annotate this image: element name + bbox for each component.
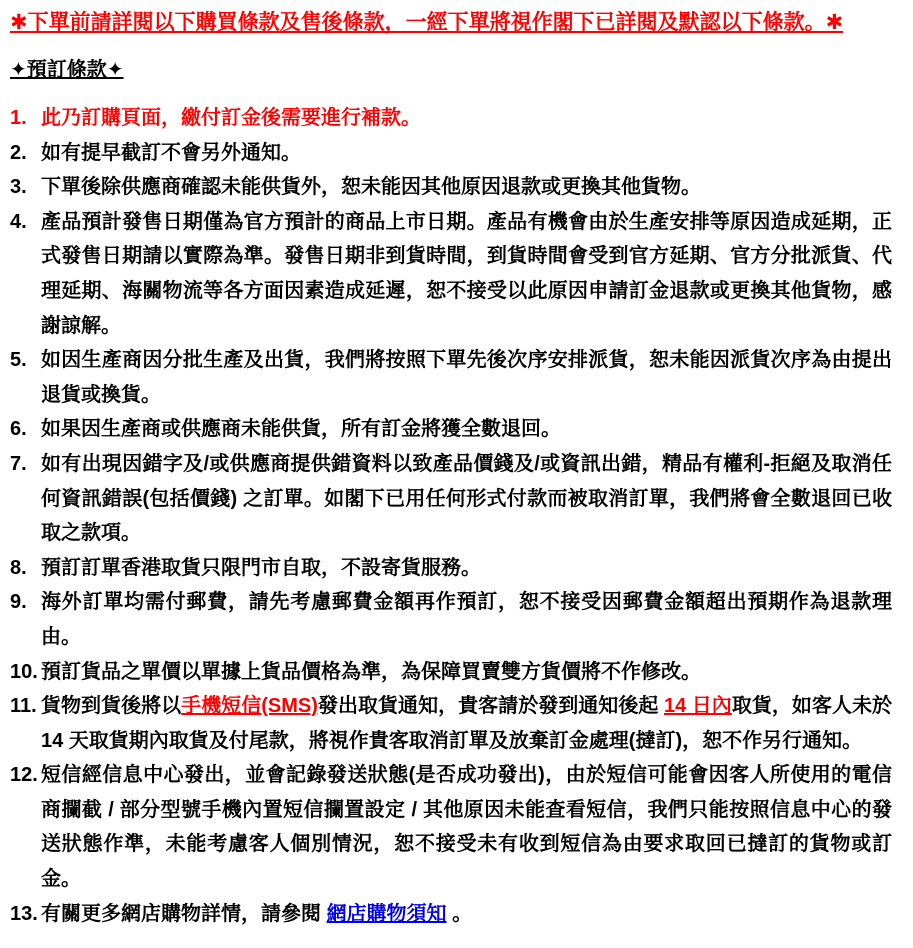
terms-item (10, 101, 892, 136)
terms-item (10, 343, 892, 412)
term-number: 9. (10, 591, 27, 614)
term-text (41, 758, 892, 896)
term-text-segment: 取貨，如客人未於 14 天取貨期內取貨及付尾款，將視作貴客取消訂單及放棄訂金處理(撻訂)，恕不作另行通知。 (41, 695, 892, 752)
terms-item (10, 897, 892, 932)
term-text-segment: 下單後除供應商確認未能供貨外，恕未能因其他原因退款或更換其他貨物。 (41, 176, 701, 199)
term-text (41, 170, 892, 205)
terms-list (10, 101, 892, 931)
term-text (41, 136, 892, 171)
term-text (41, 412, 892, 447)
term-number: 2. (10, 141, 27, 164)
term-text-segment: 如因生產商因分批生產及出貨，我們將按照下單先後次序安排派貨，恕未能因派貨次序為由提出退貨或換貨。 (41, 349, 892, 406)
term-number: 5. (10, 349, 27, 372)
terms-item (10, 758, 892, 896)
term-number: 6. (10, 418, 27, 441)
term-text-segment: 貨物到貨後將以 (41, 695, 182, 718)
shop-notice-link[interactable]: 網店購物須知 (326, 902, 447, 925)
term-text (41, 343, 892, 412)
term-number: 7. (10, 452, 27, 475)
term-text (41, 447, 892, 551)
term-text-segment: 有關更多網店購物詳情，請參閱 (41, 902, 327, 925)
term-text (41, 205, 892, 343)
term-text-segment: 預訂訂單香港取貨只限門市自取，不設寄貨服務。 (41, 556, 481, 579)
term-text-segment: 如有提早截訂不會另外通知。 (41, 141, 301, 164)
term-text-segment: 預訂貨品之單價以單據上貨品價格為準，為保障買賣雙方貨價將不作修改。 (41, 660, 701, 683)
terms-item (10, 447, 892, 551)
term-number: 8. (10, 556, 27, 579)
term-text (41, 897, 892, 932)
term-number: 1. (10, 107, 27, 129)
term-text-segment: 如有出現因錯字及/或供應商提供錯資料以致產品價錢及/或資訊出錯，精品有權利-拒絕及取消任何資訊錯誤(包括價錢) 之訂單。如閣下已用任何形式付款而被取消訂單，我們將會全數退回已收取之款項。 (41, 452, 892, 545)
term-number: 11. (10, 695, 37, 718)
term-text (41, 689, 892, 758)
term-text-segment: 手機短信(SMS) (181, 695, 318, 718)
terms-item (10, 585, 892, 654)
term-text (41, 655, 892, 690)
page-title: ✱下單前請詳閱以下購買條款及售後條款，一經下單將視作閣下已詳閱及默認以下條款。✱ (10, 11, 844, 34)
term-text-segment: 海外訂單均需付郵費，請先考慮郵費金額再作預訂，恕不接受因郵費金額超出預期作為退款理由。 (41, 591, 892, 648)
terms-item (10, 412, 892, 447)
term-number: 10. (10, 660, 38, 683)
section-heading: ✦預訂條款✦ (10, 59, 124, 81)
term-text-segment: 產品預計發售日期僅為官方預計的商品上市日期。產品有機會由於生產安排等原因造成延期，正式發售日期請以實際為準。發售日期非到貨時間，到貨時間會受到官方延期、官方分批派貨、代理延期、海關物流等各方面因素造成延遲，恕不接受以此原因申請訂金退款或更換其他貨物，感謝諒解。 (41, 210, 892, 337)
term-text-segment: 此乃訂購頁面，繳付訂金後需要進行補款。 (41, 107, 421, 129)
term-number: 13. (10, 902, 38, 925)
term-number: 4. (10, 210, 27, 233)
terms-item (10, 170, 892, 205)
term-text (41, 551, 892, 586)
term-text-segment: 14 日內 (663, 695, 732, 718)
terms-item (10, 136, 892, 171)
term-text-segment: 發出取貨通知，貴客請於發到通知後起 (317, 695, 664, 718)
terms-item (10, 689, 892, 758)
term-text (41, 101, 892, 136)
term-text-segment: 如果因生產商或供應商未能供貨，所有訂金將獲全數退回。 (41, 418, 561, 441)
term-text (41, 585, 892, 654)
terms-item (10, 551, 892, 586)
terms-item (10, 205, 892, 343)
term-text-segment: 。 (446, 902, 473, 925)
terms-item (10, 655, 892, 690)
term-number: 12. (10, 764, 38, 787)
term-text-segment: 短信經信息中心發出，並會記錄發送狀態(是否成功發出)，由於短信可能會因客人所使用的電信商攔截 / 部分型號手機內置短信攔置設定 / 其他原因未能查看短信，我們只能按照信息中心的發送狀態作準，未能考慮客人個別情況，恕不接受未有收到短信為由要求取回已撻訂的貨物或訂金。 (41, 764, 892, 891)
term-number: 3. (10, 176, 27, 199)
